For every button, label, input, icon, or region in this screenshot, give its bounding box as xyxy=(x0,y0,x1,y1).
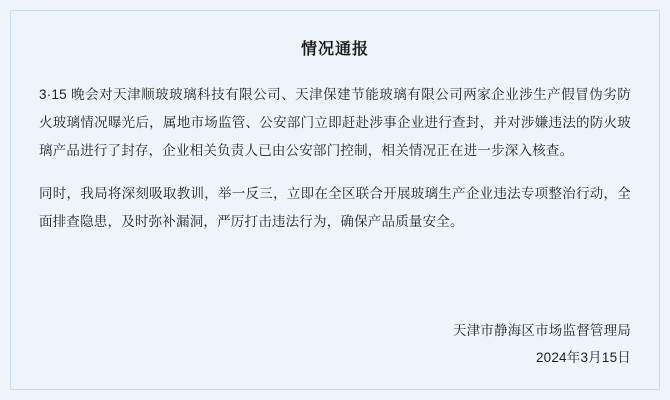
page-title: 情况通报 xyxy=(300,41,369,58)
content-spacer xyxy=(39,252,631,305)
notice-paragraph-1: 3·15 晚会对天津顺玻玻璃科技有限公司、天津保建节能玻璃有限公司两家企业涉生产假冒伪劣防火玻璃情况曝光后，属地市场监管、公安部门立即赶赴涉事企业进行查封，并对涉嫌违法的防火玻璃产品进行了封存，企业相关负责人已由公安部门控制，相关情况正在进一步深入核查。 xyxy=(39,87,631,158)
notice-card xyxy=(10,10,660,390)
signature-block xyxy=(39,318,631,371)
issuer-name: 天津市静海区市场监督管理局 xyxy=(452,323,631,339)
issue-date: 2024年3月15日 xyxy=(535,349,631,365)
notice-paragraph-2: 同时，我局将深刻吸取教训，举一反三，立即在全区联合开展玻璃生产企业违法专项整治行动，全面排查隐患，及时弥补漏洞，严厉打击违法行为，确保产品质量安全。 xyxy=(39,186,631,230)
